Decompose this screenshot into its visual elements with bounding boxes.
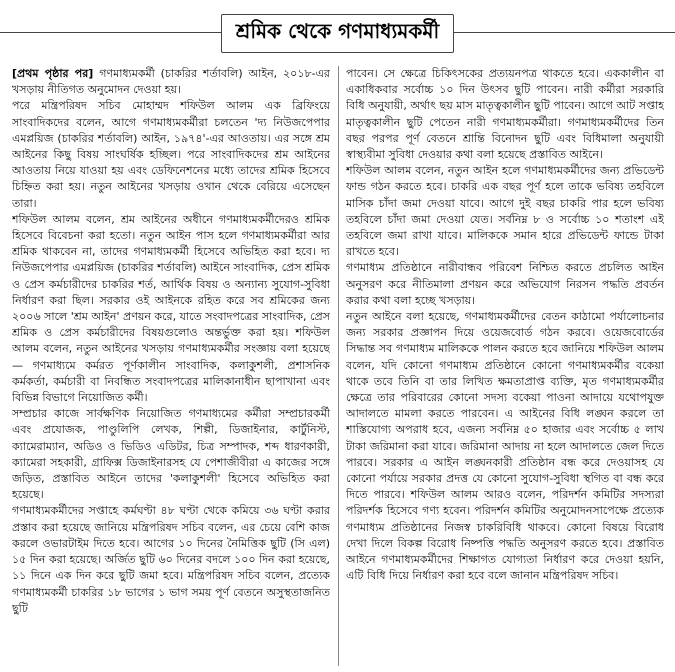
paragraph — [12, 66, 330, 98]
continued-label: [প্রথম পৃষ্ঠার পর] — [12, 67, 94, 80]
headline: শ্রমিক থেকে গণমাধ্যমকর্মী — [221, 14, 454, 53]
right-column — [346, 66, 664, 666]
left-column — [12, 66, 330, 666]
paragraph: নতুন আইনে বলা হয়েছে, গণমাধ্যমকর্মীদের বেতন কাঠামো পর্যালোচনার জন্য সরকার প্রজ্ঞাপন দিয়ে ওয়েজবোর্ড গঠন করবে। ওয়েজবোর্ডের সিদ্ধান্ত সব গণমাধ্যম মালিককে পালন করতে হবে জানিয়ে শফিউল আলম বলেন, যদি কোনো গণমাধ্যম প্রতিষ্ঠানে কোনো গণমাধ্যমকর্মীর বকেয়া থাকে তবে তিনি বা তার লিখিত ক্ষমতাপ্রাপ্ত ব্যক্তি, মৃত গণমাধ্যমকর্মীর ক্ষেত্রে তার পরিবারের কোনো সদস্য বকেয়া পাওনা আদায়ে যথোপযুক্ত আদালতে মামলা করতে পারবেন। এ আইনের বিধি লঙ্ঘন করলে তা শাস্তিযোগ্য অপরাধ হবে, এজন্য সর্বনিম্ন ৫০ হাজার এবং সর্বোচ্চ ৫ লাখ টাকা জরিমানা করা যাবে। জরিমানা আদায় না হলে আদালতে জেল দিতে পারবে। সরকার এ আইন লঙ্ঘনকারী প্রতিষ্ঠান বন্ধ করে দেওয়াসহ যে কোনো পর্যায়ে সরকার প্রদত্ত যে কোনো সুযোগ-সুবিধা স্থগিত বা বন্ধ করে দিতে পারবে। শফিউল আলম আরও বলেন, পরিদর্শন কমিটির সদস্যরা পরিদর্শক হিসেবে গণ্য হবেন। পরিদর্শন কমিটির অনুমোদনসাপেক্ষে প্রত্যেক গণমাধ্যম প্রতিষ্ঠানের নিজস্ব চাকরিবিধি থাকবে। কোনো বিষয়ে বিরোধ দেখা দিলে বিকল্প বিরোধ নিষ্পত্তি পদ্ধতি অনুসরণ করতে হবে। প্রস্তাবিত আইনে গণমাধ্যমকর্মীদের শিক্ষাগত যোগ্যতা নির্ধারণ করে দেওয়া হয়নি, এটি বিধি দিয়ে নির্ধারণ করা হবে বলে জানান মন্ত্রিপরিষদ সচিব। — [346, 310, 664, 583]
paragraph: সম্প্রচার কাজে সার্বক্ষণিক নিয়োজিত গণমাধ্যমের কর্মীরা সম্প্রচারকর্মী এবং প্রযোজক, পাণ্ডুলিপি লেখক, শিল্পী, ডিজাইনার, কার্টুনিস্ট, ক্যামেরাম্যান, অডিও ও ভিডিও এডিটর, চিত্র সম্পাদক, শব্দ ধারণকারী, ক্যামেরা সহকারী, গ্রাফিক্স ডিজাইনারসহ যে পেশাজীবীরা এ কাজের সঙ্গে জড়িত, প্রস্তাবিত আইনে তাদের 'কলাকুশলী' হিসেবে অভিহিত করা হয়েছে। — [12, 407, 330, 502]
paragraph: শফিউল আলম বলেন, নতুন আইন হলে গণমাধ্যমকর্মীদের জন্য প্রভিডেন্ট ফান্ড গঠন করতে হবে। চাকরি এক বছর পূর্ণ হলে তাকে ভবিষ্য তহবিলে মাসিক চাঁদা জমা দেওয়া যাবে। আগে দুই বছর চাকরি পার হলে ভবিষ্য তহবিলে চাঁদা জমা দেওয়া যেত। সর্বনিম্ন ৮ ও সর্বোচ্চ ১০ শতাংশ এই তহবিলে জমা রাখা যাবে। মালিককে সমান হারে প্রভিডেন্ট ফান্ডে টাকা রাখতে হবে। — [346, 164, 664, 259]
article-body — [12, 66, 664, 666]
paragraph: গণমাধ্যমকর্মীদের সপ্তাহে কর্মঘণ্টা ৪৮ ঘণ্টা থেকে কমিয়ে ৩৬ ঘণ্টা করার প্রস্তাব করা হয়েছে জানিয়ে মন্ত্রিপরিষদ সচিব বলেন, এর চেয়ে বেশি কাজ করলে ওভারটাইম দিতে হবে। আগের ১০ দিনের নৈমিত্তিক ছুটি (সি এল) ১৫ দিন করা হয়েছে। অর্জিত ছুটি ৬০ দিনের বদলে ১০০ দিন করা হয়েছে, ১১ দিনে এক দিন করে ছুটি জমা হবে। মন্ত্রিপরিষদ সচিব বলেন, প্রত্যেক গণমাধ্যমকর্মী চাকরির ১৮ ভাগের ১ ভাগ সময় পূর্ণ বেতনে অসুস্থতাজনিত ছুটি — [12, 504, 330, 615]
paragraph-text: গণমাধ্যমকর্মী (চাকরির শর্তাবলি) আইন, ২০১৮-এর খসড়ায় নীতিগত অনুমোদন দেওয়া হয়। — [12, 67, 330, 97]
paragraph: পাবেন। সে ক্ষেত্রে চিকিৎসকের প্রত্যয়নপত্র থাকতে হবে। এককালীন বা একাধিকবার সর্বোচ্চ ১০ দিন উৎসব ছুটি পাবেন। নারী কর্মীরা সরকারি বিধি অনুযায়ী, অর্থাৎ ছয় মাস মাতৃত্বকালীন ছুটি পাবেন। আগে আট সপ্তাহ মাতৃত্বকালীন ছুটি পেতেন নারী গণমাধ্যমকর্মীরা। গণমাধ্যমকর্মীদের তিন বছর পরপর পূর্ণ বেতনে শ্রান্তি বিনোদন ছুটি এবং বিধিমালা অনুযায়ী স্বাস্থ্যবীমা সুবিধা দেওয়ার কথা বলা হয়েছে প্রস্তাবিত আইনে। — [346, 67, 664, 162]
paragraph: গণমাধ্যম প্রতিষ্ঠানে নারীবান্ধব পরিবেশ নিশ্চিত করতে প্রচলিত আইন অনুসরণ করে নীতিমালা প্রণয়ন করে অভিযোগ নিরসন পদ্ধতি প্রবর্তন করার কথা বলা হচ্ছে খসড়ায়। — [346, 261, 664, 307]
paragraph: শফিউল আলম বলেন, শ্রম আইনের অধীনে গণমাধ্যমকর্মীদেরও শ্রমিক হিসেবে বিবেচনা করা হতো। নতুন আইন পাস হলে গণমাধ্যমকর্মীরা আর শ্রমিক থাকবেন না, তাদের গণমাধ্যমকর্মী হিসেবে অভিহিত করা হবে। দ্য নিউজপেপার এমপ্লয়িজ (চাকরির শর্তাবলি) আইনে সাংবাদিক, প্রেস শ্রমিক ও প্রেস কর্মচারীদের চাকরির শর্ত, আর্থিক বিষয় ও অন্যান্য সুযোগ-সুবিধা নির্ধারণ করা ছিল। সরকার ওই আইনকে রহিত করে সব শ্রমিকের জন্য ২০০৬ সালে 'শ্রম আইন' প্রণয়ন করে, যাতে সংবাদপত্রের সাংবাদিক, প্রেস শ্রমিক ও প্রেস কর্মচারীদের বিষয়গুলোও অন্তর্ভুক্ত করা হয়। শফিউল আলম বলেন, নতুন আইনের খসড়ায় গণমাধ্যমকর্মীর সংজ্ঞায় বলা হয়েছে— গণমাধ্যমে কর্মরত পূর্ণকালীন সাংবাদিক, কলাকুশলী, প্রশাসনিক কর্মকর্তা, কর্মচারী বা নিবন্ধিত সংবাদপত্রের মালিকানাধীন ছাপাখানা এবং বিভিন্ন বিভাগে নিয়োজিত কর্মী। — [12, 212, 330, 405]
paragraph: পরে মন্ত্রিপরিষদ সচিব মোহাম্মদ শফিউল আলম এক ব্রিফিংয়ে সাংবাদিকদের বলেন, আগে গণমাধ্যমকর্মীরা চলতেন 'দ্য নিউজপেপার এমপ্লয়িজ (চাকরির শর্তাবলি) আইন, ১৯৭৪'-এর আওতায়। এর সঙ্গে শ্রম আইনের কিছু বিষয় সাংঘর্ষিক হচ্ছিল। পরে সাংবাদিকদের শ্রম আইনের আওতায় নিয়ে যাওয়া হয় এবং ডেফিনেশনের মধ্যে তাদের শ্রমিক হিসেবে চিহ্নিত করা হয়। নতুন আইনের খসড়ায় ওখান থেকে বেরিয়ে এসেছেন তারা। — [12, 99, 330, 210]
column-divider — [338, 66, 339, 666]
headline-banner — [0, 4, 675, 62]
